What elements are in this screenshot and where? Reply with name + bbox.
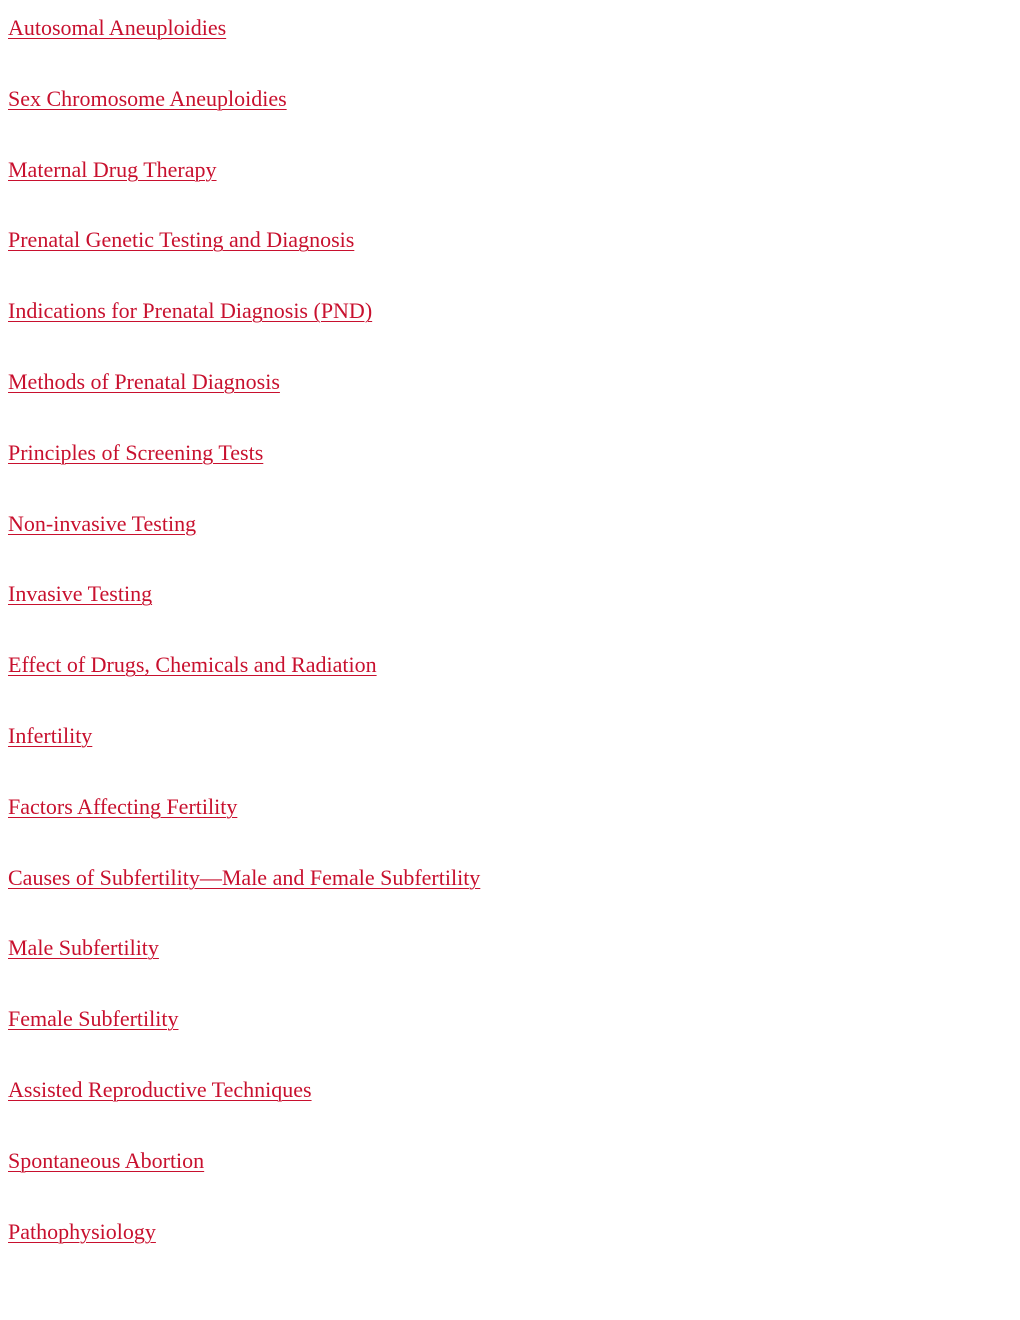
toc-link[interactable]: Indications for Prenatal Diagnosis (PND)	[8, 298, 373, 324]
list-item	[8, 862, 480, 933]
list-item	[8, 224, 480, 295]
toc-link[interactable]: Maternal Drug Therapy	[8, 156, 217, 182]
toc-link[interactable]: Pathophysiology	[8, 1218, 156, 1244]
list-item	[8, 1074, 480, 1145]
list-item	[8, 932, 480, 1003]
toc-link[interactable]: Methods of Prenatal Diagnosis	[8, 368, 280, 394]
toc-link[interactable]: Assisted Reproductive Techniques	[8, 1076, 312, 1102]
table-of-contents	[8, 12, 480, 1286]
toc-link[interactable]: Female Subfertility	[8, 1006, 179, 1032]
list-item	[8, 720, 480, 791]
list-item	[8, 295, 480, 366]
list-item	[8, 508, 480, 579]
toc-link[interactable]: Effect of Drugs, Chemicals and Radiation	[8, 652, 377, 678]
list-item	[8, 154, 480, 225]
toc-link[interactable]: Male Subfertility	[8, 935, 159, 961]
toc-link[interactable]: Principles of Screening Tests	[8, 439, 264, 465]
toc-link[interactable]: Non-invasive Testing	[8, 510, 197, 536]
toc-link[interactable]: Prenatal Genetic Testing and Diagnosis	[8, 227, 355, 253]
list-item	[8, 83, 480, 154]
list-item	[8, 366, 480, 437]
list-item	[8, 437, 480, 508]
list-item	[8, 12, 480, 83]
list-item	[8, 791, 480, 862]
list-item	[8, 1145, 480, 1216]
toc-link[interactable]: Invasive Testing	[8, 581, 153, 607]
toc-link[interactable]: Spontaneous Abortion	[8, 1147, 205, 1173]
toc-link[interactable]: Infertility	[8, 722, 93, 748]
list-item	[8, 1216, 480, 1287]
list-item	[8, 649, 480, 720]
toc-link[interactable]: Autosomal Aneuploidies	[8, 15, 227, 40]
list-item	[8, 578, 480, 649]
toc-link[interactable]: Factors Affecting Fertility	[8, 793, 238, 819]
toc-link[interactable]: Sex Chromosome Aneuploidies	[8, 85, 287, 111]
toc-link[interactable]: Causes of Subfertility—Male and Female Subfertility	[8, 864, 481, 890]
list-item	[8, 1003, 480, 1074]
